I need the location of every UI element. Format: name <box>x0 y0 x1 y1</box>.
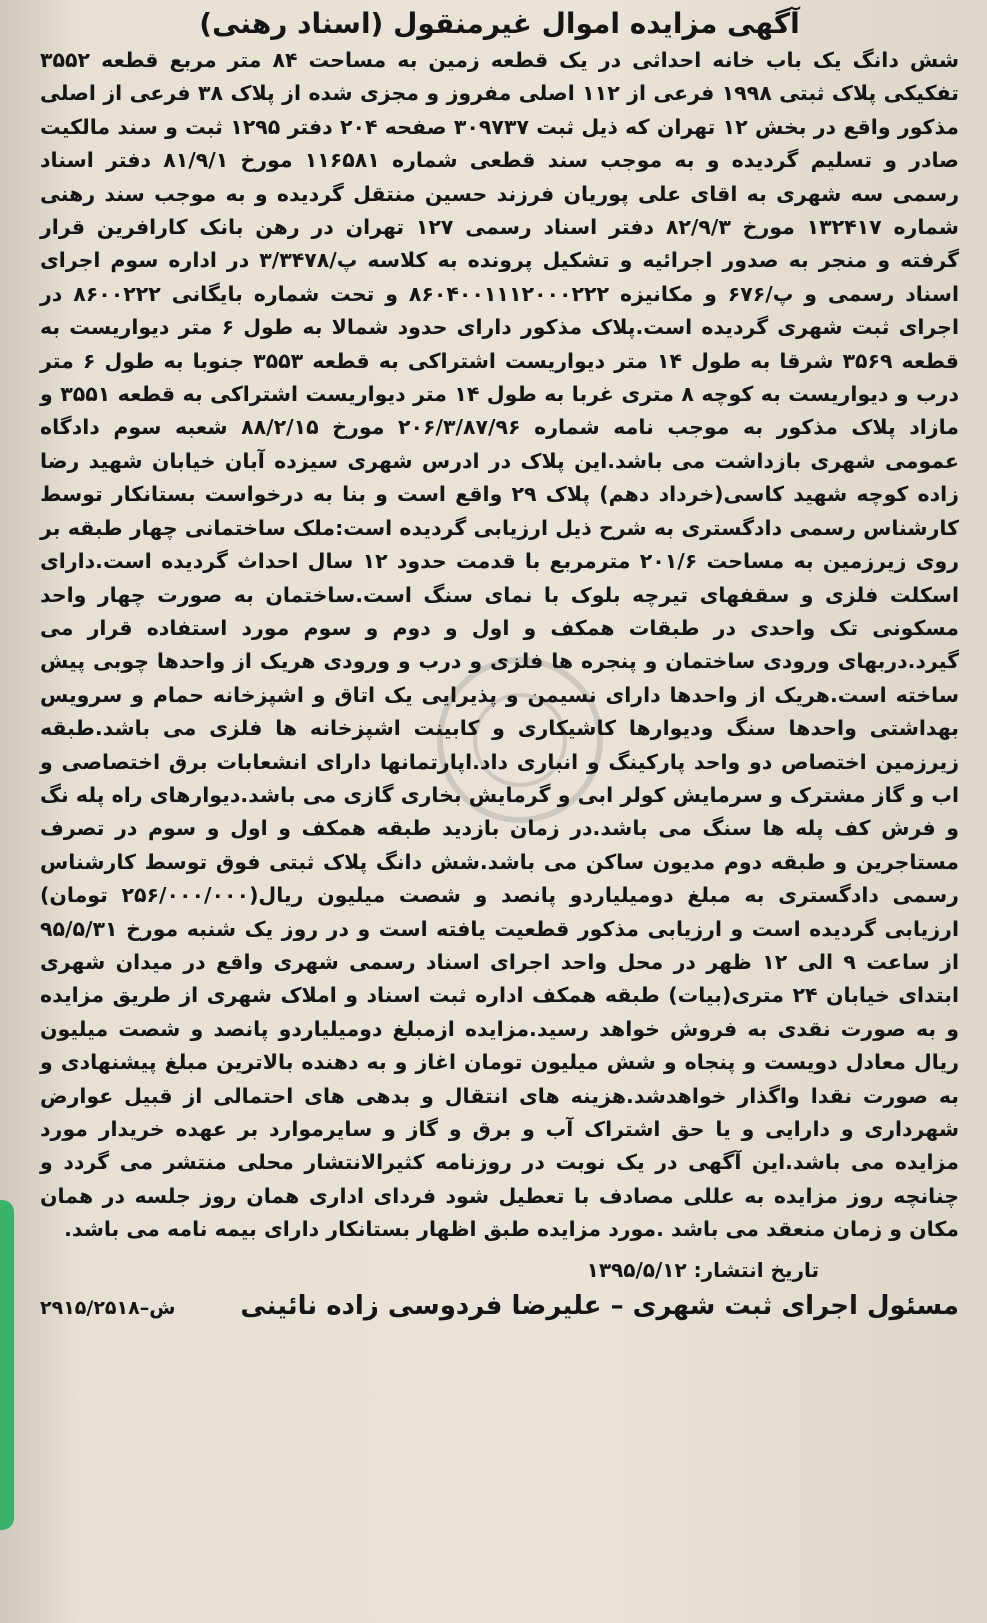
notice-footer <box>40 1255 959 1323</box>
green-edge-marker <box>0 1200 14 1530</box>
signature-row <box>40 1289 959 1323</box>
auction-notice <box>40 6 959 1323</box>
notice-body: شش دانگ یک باب خانه احداثی در یک قطعه زمین به مساحت ۸۴ متر مربع قطعه ۳۵۵۲ تفکیکی پلاک ثبتی ۱۹۹۸ فرعی از ۱۱۲ اصلی مفروز و مجزی شده از پلاک ۳۸ فرعی از اصلی مذکور واقع در بخش ۱۲ تهران که ذیل ثبت ۳۰۹۷۳۷ صفحه ۲۰۴ دفتر ۱۲۹۵ ثبت و سند مالکیت صادر و تسلیم گردیده و به موجب سند قطعی شماره ۱۱۶۵۸۱ مورخ ۸۱/۹/۱ دفتر اسناد رسمی سه شهری به اقای علی پوریان فرزند حسین منتقل گردیده و به موجب سند رهنی شماره ۱۳۲۴۱۷ مورخ ۸۲/۹/۳ دفتر اسناد رسمی ۱۲۷ تهران در رهن بانک کارافرین قرار گرفته و منجر به صدور اجرائیه و تشکیل پرونده به کلاسه پ/۳/۳۴۷۸ در اداره سوم اجرای اسناد رسمی و پ/۶۷۶ و مکانیزه ۸۶۰۴۰۰۱۱۱۲۰۰۰۲۲۲ و تحت شماره بایگانی ۸۶۰۰۲۲۲ در اجرای ثبت شهری گردیده است.پلاک مذکور دارای حدود شمالا به طول ۶ متر دیواریست به قطعه ۳۵۶۹ شرقا به طول ۱۴ متر دیواریست اشتراکی به قطعه ۳۵۵۳ جنوبا به طول ۶ متر درب و دیواریست به کوچه ۸ متری غربا به طول ۱۴ متر دیواریست اشتراکی به قطعه ۳۵۵۱ و مازاد پلاک مذکور به موجب نامه شماره ۲۰۶/۳/۸۷/۹۶ مورخ ۸۸/۲/۱۵ شعبه سوم دادگاه عمومی شهری بازداشت می باشد.این پلاک در ادرس شهری سیزده آبان خیابان شهید رضا زاده کوچه شهید کاسی(خرداد دهم) پلاک ۲۹ واقع است و بنا به درخواست بستانکار توسط کارشناس رسمی دادگستری به شرح ذیل ارزیابی گردیده است:ملک ساختمانی چهار طبقه بر روی زیرزمین به مساحت ۲۰۱/۶ مترمربع با قدمت حدود ۱۲ سال احداث گردیده است.دارای اسکلت فلزی و سقفهای تیرچه بلوک با نمای سنگ است.ساختمان به صورت چهار واحد مسکونی تک واحدی در طبقات همکف و اول و دوم و سوم مورد استفاده قرار می گیرد.دربهای ورودی ساختمان و پنجره ها فلزی و درب و ورودی هریک از واحدها چوبی پیش ساخته است.هریک از واحدها دارای نسیمن و پذیرایی یک اتاق و اشپزخانه حمام و سرویس بهداشتی واحدها سنگ ودیوارها کاشیکاری و کابینت اشپزخانه ها فلزی می باشد.طبقه زیرزمین اختصاص دو واحد پارکینگ و انباری داد.اپارتمانها دارای انشعابات برق اختصاصی و اب و گاز مشترک و سرمایش کولر ابی و گرمایش بخاری گازی می باشد.دیوارهای راه پله نگ و فرش کف پله ها سنگ می باشد.در زمان بازدید طبقه همکف و اول و سوم در تصرف مستاجرین و طبقه دوم مدیون ساکن می باشد.شش دانگ پلاک ثبتی فوق توسط کارشناس رسمی دادگستری به مبلغ دومیلیاردو پانصد و شصت میلیون ریال(۲۵۶/۰۰۰/۰۰۰ تومان) ارزیابی گردیده است و ارزیابی مذکور قطعیت یافته است و در روز یک شنبه مورخ ۹۵/۵/۳۱ از ساعت ۹ الی ۱۲ ظهر در محل واحد اجرای اسناد رسمی شهری واقع در میدان شهری ابتدای خیابان ۲۴ متری(بیات) طبقه همکف اداره ثبت اسناد و املاک شهری از طریق مزایده و به صورت نقدی به فروش خواهد رسید.مزایده ازمبلغ دومیلیاردو پانصد و شصت میلیون ریال معادل دویست و پنجاه و شش میلیون تومان اغاز و به دهنده بالاترین مبلغ پیشنهادی و به صورت نقدا واگذار خواهدشد.هزینه های انتقال و بدهی های احتمالی از قبیل عوارض شهرداری و دارایی و یا حق اشتراک آب و برق و گاز و سایرموارد بر عهده خریدار مورد مزایده می باشد.این آگهی در یک نوبت در روزنامه کثیرالانتشار محلی منتشر می گردد و چنانچه روز مزایده به عللی مصادف با تعطیل شود فردای اداری همان روز جلسه در همان مکان و زمان منعقد می باشد .مورد مزایده طبق اظهار بستانکار دارای بیمه نامه می باشد. <box>40 48 960 1242</box>
reference-number: ۲۹۱۵/۲۵۱۸–ش <box>40 1296 176 1319</box>
publication-date: تاریخ انتشار: ۱۳۹۵/۵/۱۲ <box>586 1257 819 1282</box>
notice-title: آگهی مزایده اموال غیرمنقول (اسناد رهنی) <box>199 7 800 40</box>
official-signature: مسئول اجرای ثبت شهری – علیرضا فردوسی زاده نائینی <box>240 1290 959 1321</box>
